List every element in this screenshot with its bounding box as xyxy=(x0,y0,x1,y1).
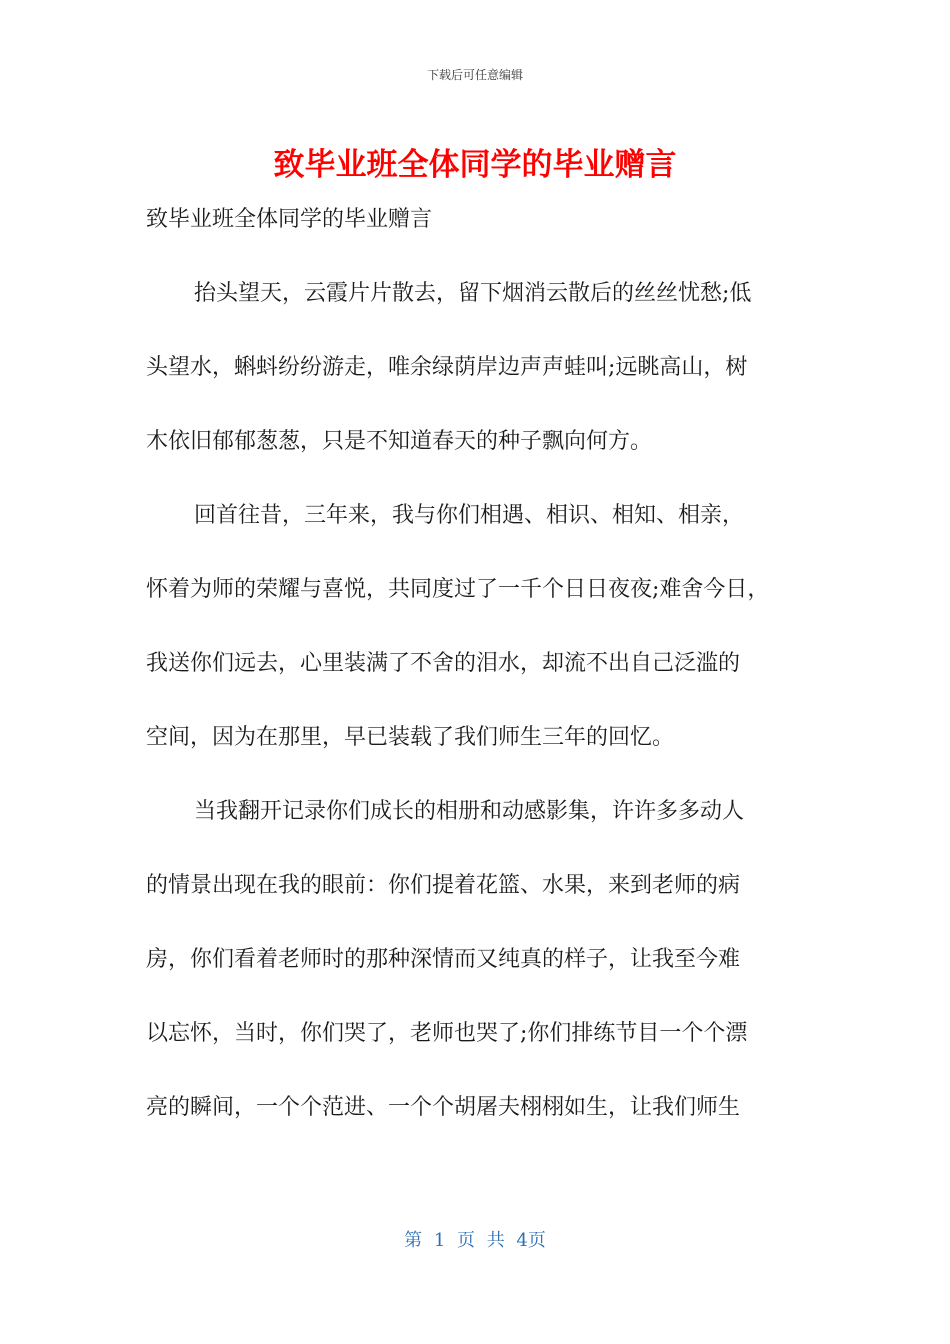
body-line: 房，你们看着老师时的那种深情而又纯真的样子，让我至今难 xyxy=(146,947,741,972)
body-line: 的情景出现在我的眼前：你们提着花篮、水果，来到老师的病 xyxy=(146,873,741,898)
body-line: 致毕业班全体同学的毕业赠言 xyxy=(146,207,433,232)
body-line: 头望水，蝌蚪纷纷游走，唯余绿荫岸边声声蛙叫;远眺高山，树 xyxy=(146,355,748,380)
download-note: 下载后可任意编辑 xyxy=(426,68,523,82)
body-line: 当我翻开记录你们成长的相册和动感影集，许许多多动人 xyxy=(194,799,745,824)
body-line: 空间，因为在那里，早已装载了我们师生三年的回忆。 xyxy=(146,725,675,750)
body-line: 亮的瞬间，一个个范进、一个个胡屠夫栩栩如生，让我们师生 xyxy=(146,1095,741,1120)
body-line: 我送你们远去，心里装满了不舍的泪水，却流不出自己泛滥的 xyxy=(146,651,741,676)
body-line: 抬头望天，云霞片片散去，留下烟消云散后的丝丝忧愁;低 xyxy=(194,281,752,306)
body-line: 木依旧郁郁葱葱，只是不知道春天的种子飘向何方。 xyxy=(146,429,653,454)
body-line: 以忘怀，当时，你们哭了，老师也哭了;你们排练节目一个个漂 xyxy=(146,1021,748,1046)
body-line: 怀着为师的荣耀与喜悦，共同度过了一千个日日夜夜;难舍今日， xyxy=(146,577,770,602)
document-body xyxy=(146,198,810,1160)
document-title: 致毕业班全体同学的毕业赠言 xyxy=(273,147,677,183)
body-line: 回首往昔，三年来，我与你们相遇、相识、相知、相亲， xyxy=(194,503,745,528)
page-indicator: 第 1 页 共 4页 xyxy=(404,1230,546,1251)
